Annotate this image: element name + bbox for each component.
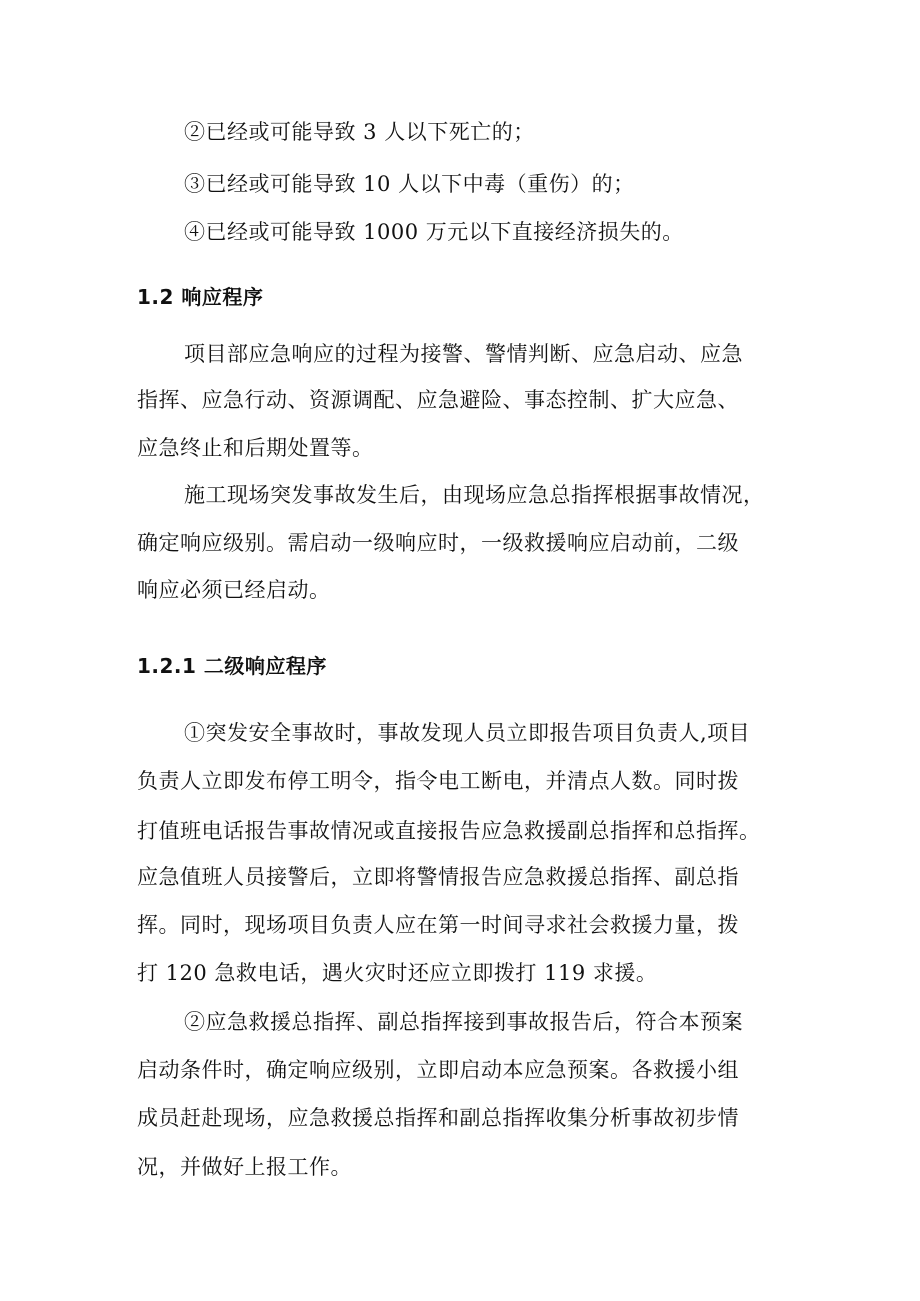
section-heading-1-2: 1.2 响应程序 [137,285,264,309]
paragraph-line: 打 120 急救电话，遇火灾时还应立即拨打 119 求援。 [137,961,658,985]
paragraph-line: 项目部应急响应的过程为接警、警情判断、应急启动、应急 [184,342,743,366]
list-item-2: ②已经或可能导致 3 人以下死亡的； [184,120,535,144]
paragraph-line: 响应必须已经启动。 [137,578,331,602]
paragraph-line: 负责人立即发布停工明令，指令电工断电，并清点人数。同时拨 [137,769,739,793]
paragraph-line: 应急终止和后期处置等。 [137,436,374,460]
paragraph-line: 施工现场突发事故发生后，由现场应急总指挥根据事故情况， [184,483,765,507]
list-item-3: ③已经或可能导致 10 人以下中毒（重伤）的； [184,172,635,196]
paragraph-line: 指挥、应急行动、资源调配、应急避险、事态控制、扩大应急、 [137,388,739,412]
paragraph-line: 挥。同时，现场项目负责人应在第一时间寻求社会救援力量，拨 [137,913,739,937]
paragraph-line: 确定响应级别。需启动一级响应时，一级救援响应启动前，二级 [137,531,739,555]
paragraph-line: 打值班电话报告事故情况或直接报告应急救援副总指挥和总指挥。 [137,819,761,843]
paragraph-line: 启动条件时，确定响应级别，立即启动本应急预案。各救援小组 [137,1058,739,1082]
list-item-4: ④已经或可能导致 1000 万元以下直接经济损失的。 [184,220,684,244]
paragraph-line: 成员赶赴现场，应急救援总指挥和副总指挥收集分析事故初步情 [137,1106,739,1130]
paragraph-line: ②应急救援总指挥、副总指挥接到事故报告后，符合本预案 [184,1010,743,1034]
section-heading-1-2-1: 1.2.1 二级响应程序 [137,654,327,678]
paragraph-line: ①突发安全事故时，事故发现人员立即报告项目负责人,项目 [184,721,751,745]
paragraph-line: 况，并做好上报工作。 [137,1155,352,1179]
paragraph-line: 应急值班人员接警后，立即将警情报告应急救援总指挥、副总指 [137,865,739,889]
